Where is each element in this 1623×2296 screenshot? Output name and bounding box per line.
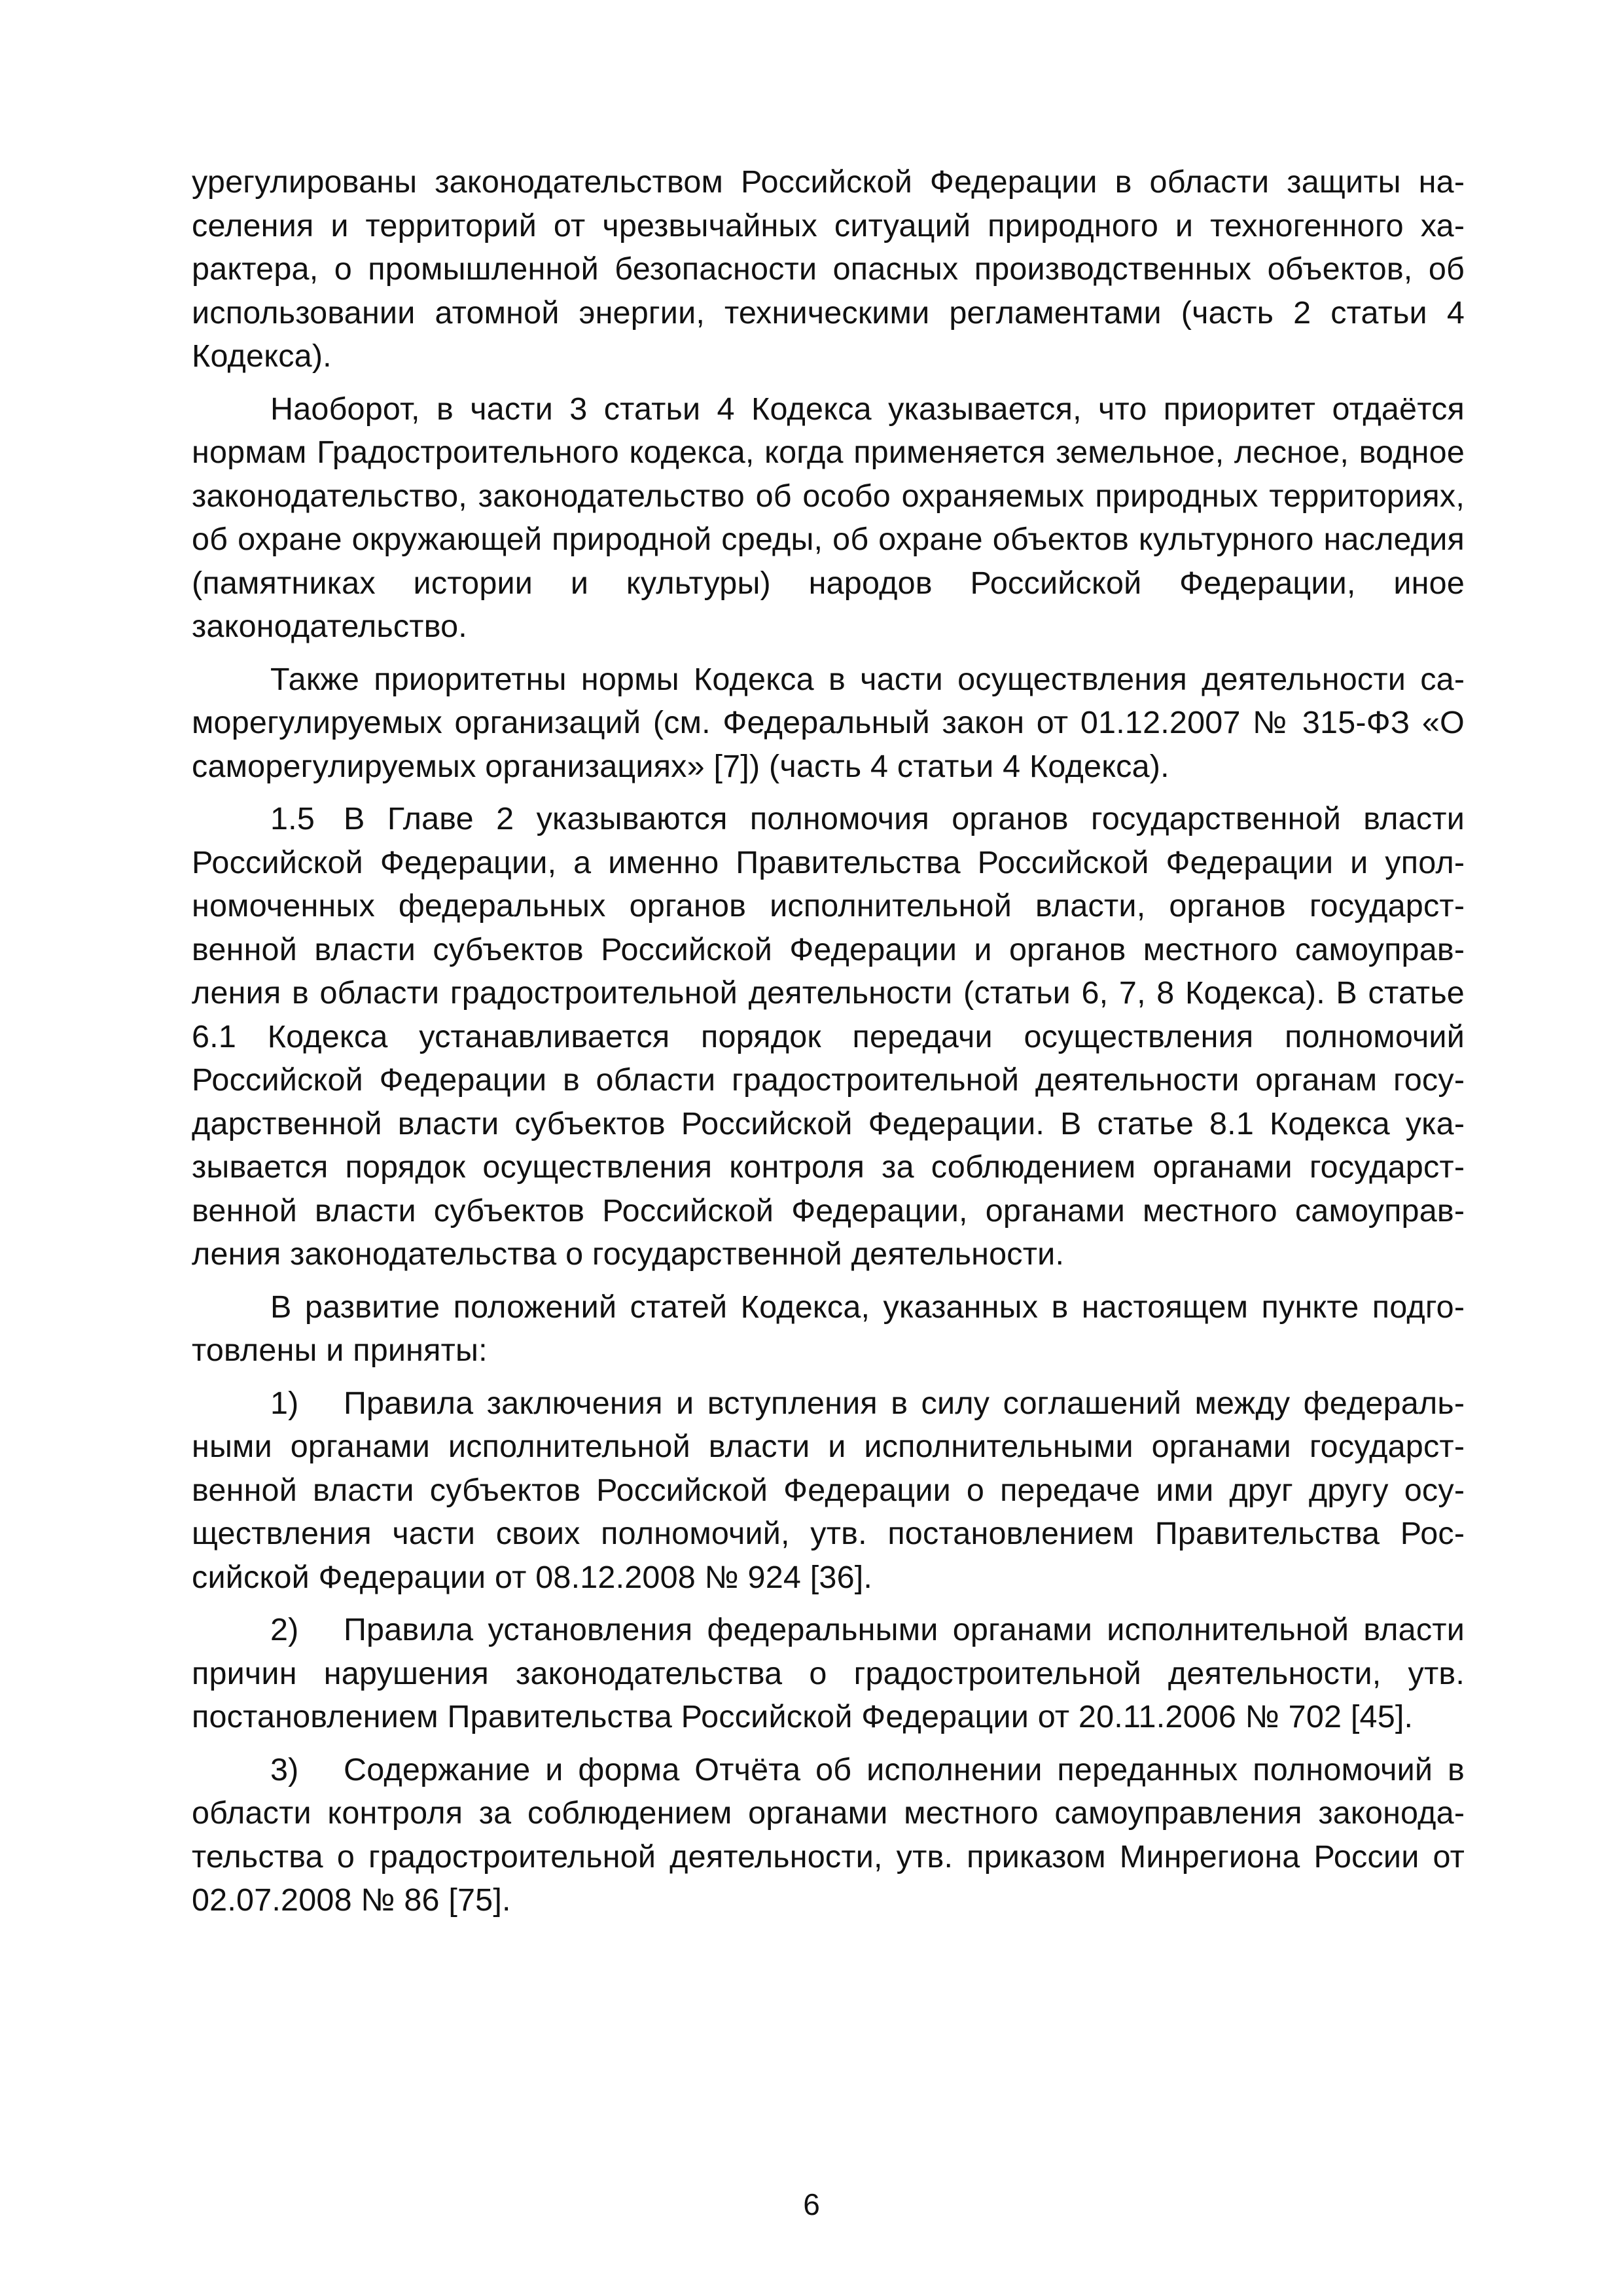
paragraph-self-regulatory: Также приоритетны нормы Кодекса в части осуществления деятельности саморегулируемых организаций (см. Федеральный закон от 01.12.2007 № 315-ФЗ «О саморегулируемых организациях» [7]) (часть 4 статьи 4 Кодекса). [192, 661, 1465, 784]
page-body [192, 160, 1465, 1931]
section-number: 1.5 [270, 801, 315, 836]
list-item-text: Правила установления федеральными органами исполнительной власти причин нарушения законодательства о градостроительной деятельности, утв. постановлением Правительства Российской Федерации от 20.11.2006 № 702 [45]. [192, 1612, 1465, 1734]
section-1-5 [192, 797, 1465, 1276]
page-number: 6 [803, 2187, 820, 2221]
paragraph-development-intro: В развитие положений статей Кодекса, указанных в настоящем пункте подготовлены и приняты: [192, 1289, 1465, 1368]
list-item [192, 1382, 1465, 1600]
list-item-text: Правила заключения и вступления в силу соглашений между федеральными органами исполнительной власти и исполнительными органами государственной власти субъектов Российской Федерации о передаче ими друг другу осуществления части своих полномочий, утв. постановлением Правительства Российской Федерации от 08.12.2008 № 924 [36]. [192, 1385, 1465, 1595]
section-text: В Главе 2 указываются полномочия органов государственной власти Российской Федерации, а именно Правительства Российской Федерации и уполномоченных федеральных органов исполнительной власти, органов государственной власти субъектов Российской Федерации и органов местного самоуправления в области градостроительной деятельности (статьи 6, 7, 8 Кодекса). В статье 6.1 Кодекса устанавливается порядок передачи осуществления полномочий Российской Федерации в области градостроительной деятельности органам государственной власти субъектов Российской Федерации. В статье 8.1 Кодекса указывается порядок осуществления контроля за соблюдением органами государственной власти субъектов Российской Федерации, органами местного самоуправления законодательства о государственной деятельности. [192, 801, 1465, 1272]
paragraph-priority-codex: Наоборот, в части 3 статьи 4 Кодекса указывается, что приоритет отдаётся нормам Градостроительного кодекса, когда применяется земельное, лесное, водное законодательство, законодательство об особо охраняемых природных территориях, об охране окружающей природной среды, об охране объектов культурного наследия (памятниках истории и культуры) народов Российской Федерации, иное законодательство. [192, 391, 1465, 644]
list-item-number: 3) [270, 1751, 299, 1787]
list-item-number: 1) [270, 1385, 299, 1421]
list-item [192, 1748, 1465, 1922]
list-item-number: 2) [270, 1612, 299, 1647]
paragraph-continuation: урегулированы законодательством Российской Федерации в области защиты населения и территорий от чрезвычайных ситуаций природного и техногенного характера, о промышленной безопасности опасных производственных объектов, об использовании атомной энергии, техническими регламентами (часть 2 статьи 4 Кодекса). [192, 164, 1465, 374]
list-item [192, 1608, 1465, 1739]
list-item-text: Содержание и форма Отчёта об исполнении переданных полномочий в области контроля за соблюдением органами местного самоуправления законодательства о градостроительной деятельности, утв. приказом Минрегиона России от 02.07.2008 № 86 [75]. [192, 1751, 1465, 1918]
